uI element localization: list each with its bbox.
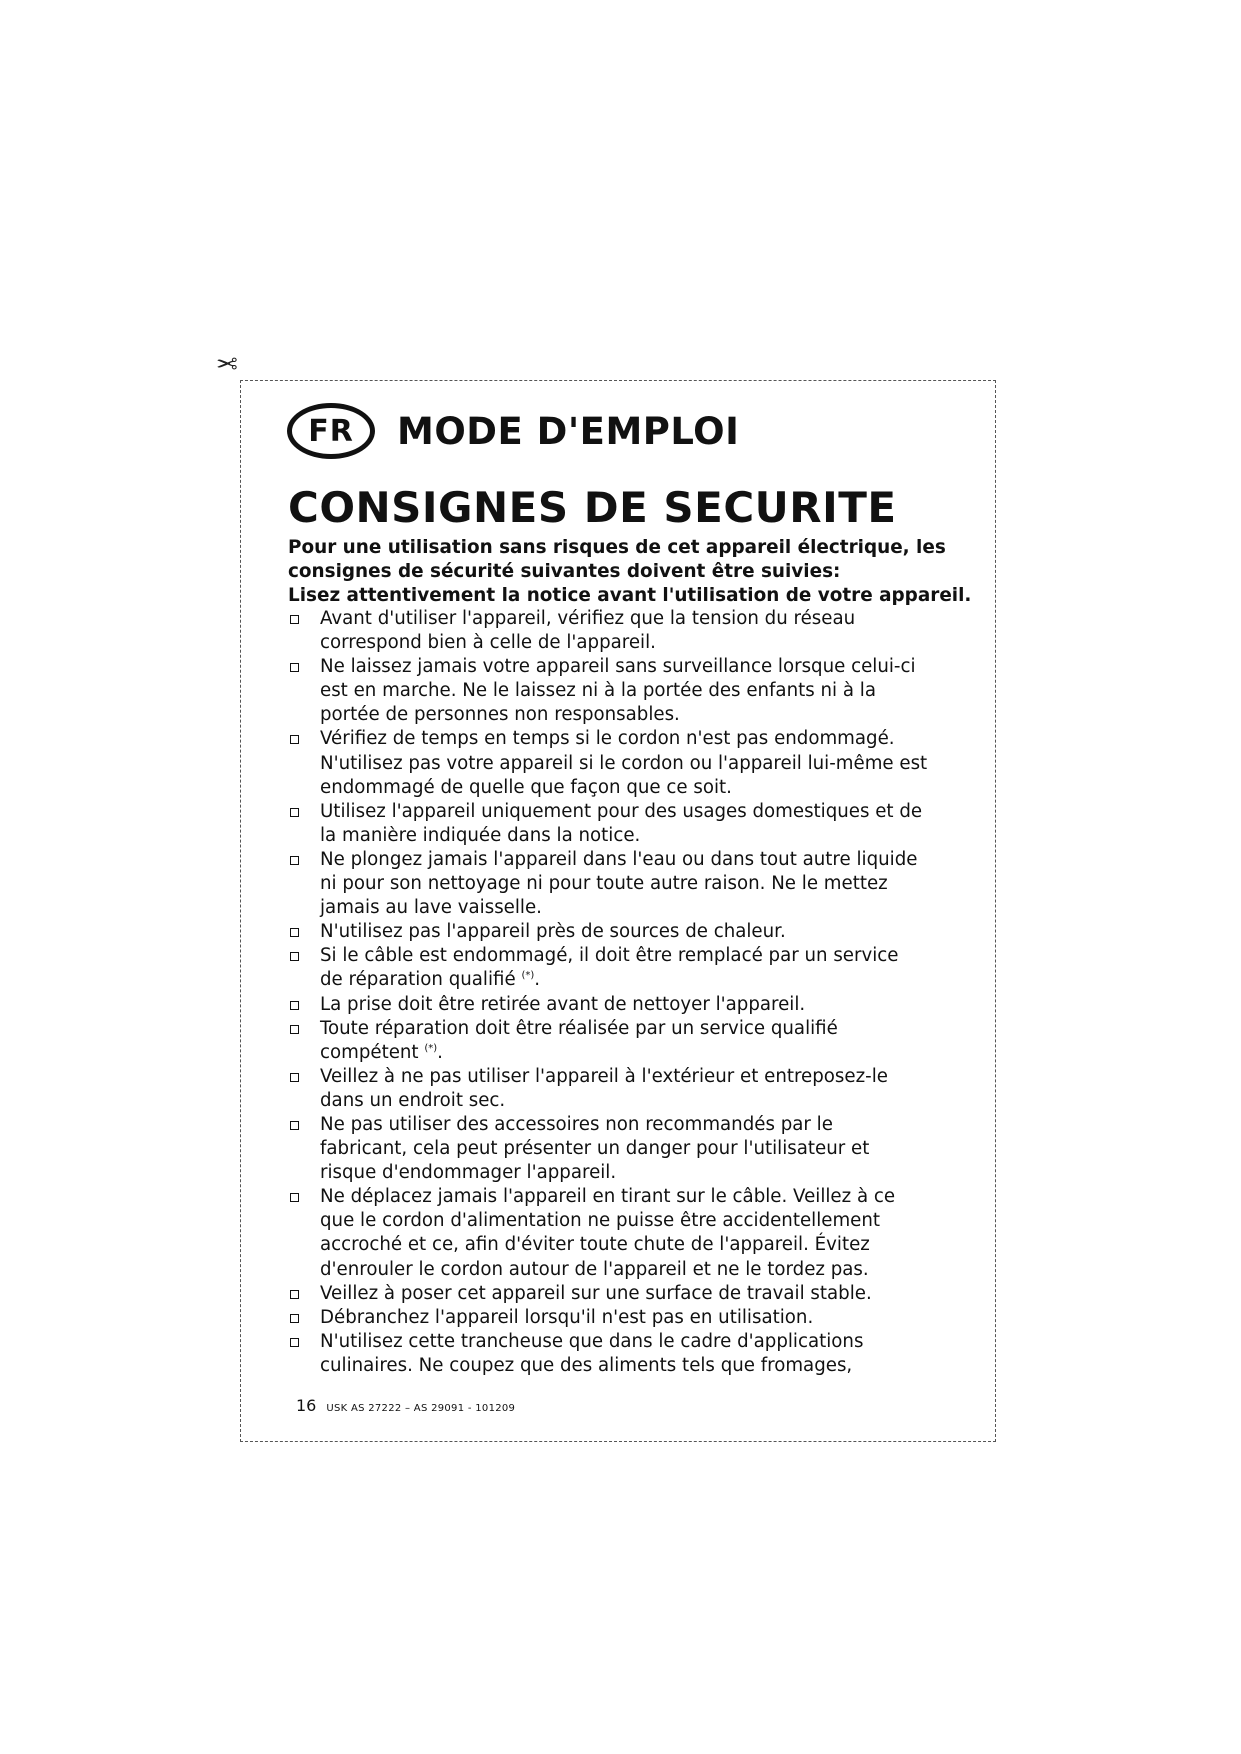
safety-item — [288, 800, 968, 848]
safety-item — [288, 848, 968, 920]
safety-item-line: fabricant, cela peut présenter un danger pour l'utilisateur et — [320, 1138, 870, 1160]
footnote-marker: (*) — [521, 970, 535, 982]
safety-item-line: portée de personnes non responsables. — [320, 704, 680, 726]
safety-item — [288, 607, 968, 655]
safety-item-line: Si le câble est endommagé, il doit être remplacé par un service — [320, 945, 899, 967]
checkbox-bullet-icon — [290, 808, 299, 817]
intro-text — [288, 536, 972, 608]
checkbox-bullet-icon — [290, 1314, 299, 1323]
safety-item-line: est en marche. Ne le laissez ni à la portée des enfants ni à la — [320, 680, 876, 702]
footnote-marker: (*) — [424, 1042, 438, 1054]
safety-item — [288, 1282, 968, 1306]
page-footer — [296, 1396, 515, 1415]
safety-item-line: Vérifiez de temps en temps si le cordon n'est pas endommagé. — [320, 728, 895, 750]
safety-item-line: La prise doit être retirée avant de nettoyer l'appareil. — [320, 993, 806, 1015]
safety-item-line: culinaires. Ne coupez que des aliments tels que fromages, — [320, 1354, 853, 1376]
safety-instructions-list — [288, 607, 968, 1378]
safety-item-line: correspond bien à celle de l'appareil. — [320, 632, 656, 654]
checkbox-bullet-icon — [290, 1073, 299, 1082]
checkbox-bullet-icon — [290, 735, 299, 744]
manual-header — [287, 400, 739, 462]
safety-item — [288, 1330, 968, 1378]
language-badge: FR — [287, 403, 375, 459]
safety-item — [288, 1065, 968, 1113]
safety-item-line: N'utilisez pas l'appareil près de sources de chaleur. — [320, 921, 786, 943]
safety-item-line: Débranchez l'appareil lorsqu'il n'est pas en utilisation. — [320, 1306, 814, 1328]
checkbox-bullet-icon — [290, 952, 299, 961]
safety-item — [288, 1185, 968, 1281]
safety-item — [288, 944, 968, 992]
safety-item-line: N'utilisez cette trancheuse que dans le cadre d'applications — [320, 1330, 864, 1352]
intro-line: Lisez attentivement la notice avant l'utilisation de votre appareil. — [288, 585, 972, 606]
safety-item-line: ni pour son nettoyage ni pour toute autre raison. Ne le mettez — [320, 873, 888, 895]
header-title: MODE D'EMPLOI — [397, 409, 740, 453]
safety-item-line: Avant d'utiliser l'appareil, vérifiez que la tension du réseau — [320, 608, 856, 629]
checkbox-bullet-icon — [290, 1121, 299, 1130]
checkbox-bullet-icon — [290, 1025, 299, 1034]
page-number: 16 — [296, 1396, 317, 1415]
safety-item-line: Ne déplacez jamais l'appareil en tirant sur le câble. Veillez à ce — [320, 1186, 896, 1208]
safety-item — [288, 993, 968, 1017]
safety-item-line: compétent (*). — [320, 1041, 443, 1063]
checkbox-bullet-icon — [290, 856, 299, 865]
safety-item-line: dans un endroit sec. — [320, 1089, 506, 1111]
scissors-icon: ✂ — [216, 350, 238, 380]
safety-item — [288, 727, 968, 799]
safety-item-line: Toute réparation doit être réalisée par un service qualifié — [320, 1017, 838, 1039]
intro-line: consignes de sécurité suivantes doivent être suivies: — [288, 561, 841, 582]
safety-item-line: N'utilisez pas votre appareil si le cordon ou l'appareil lui-même est — [320, 752, 928, 774]
section-title: CONSIGNES DE SECURITE — [288, 483, 897, 532]
safety-item-line: accroché et ce, afin d'éviter toute chute de l'appareil. Évitez — [320, 1234, 870, 1256]
checkbox-bullet-icon — [290, 1338, 299, 1347]
safety-item-line: Utilisez l'appareil uniquement pour des usages domestiques et de — [320, 800, 923, 822]
checkbox-bullet-icon — [290, 615, 299, 624]
safety-item-line: Veillez à ne pas utiliser l'appareil à l'extérieur et entreposez-le — [320, 1065, 888, 1087]
checkbox-bullet-icon — [290, 1001, 299, 1010]
model-reference: USK AS 27222 – AS 29091 - 101209 — [326, 1403, 516, 1414]
safety-item — [288, 1113, 968, 1185]
safety-item-line: Ne laissez jamais votre appareil sans surveillance lorsque celui-ci — [320, 656, 916, 678]
safety-item — [288, 1306, 968, 1330]
safety-item — [288, 920, 968, 944]
safety-item — [288, 655, 968, 727]
intro-line: Pour une utilisation sans risques de cet appareil électrique, les — [288, 537, 946, 558]
checkbox-bullet-icon — [290, 1290, 299, 1299]
safety-item-line: la manière indiquée dans la notice. — [320, 824, 641, 846]
safety-item-line: de réparation qualifié (*). — [320, 969, 541, 991]
safety-item-line: Ne pas utiliser des accessoires non recommandés par le — [320, 1113, 833, 1135]
safety-item-line: jamais au lave vaisselle. — [320, 897, 542, 919]
safety-item-line: Ne plongez jamais l'appareil dans l'eau ou dans tout autre liquide — [320, 848, 918, 870]
safety-item — [288, 1017, 968, 1065]
checkbox-bullet-icon — [290, 663, 299, 672]
safety-item-line: d'enrouler le cordon autour de l'appareil et ne le tordez pas. — [320, 1258, 869, 1280]
safety-item-line: endommagé de quelle que façon que ce soit. — [320, 776, 732, 798]
safety-item-line: Veillez à poser cet appareil sur une surface de travail stable. — [320, 1282, 872, 1304]
checkbox-bullet-icon — [290, 1193, 299, 1202]
safety-item-line: que le cordon d'alimentation ne puisse être accidentellement — [320, 1210, 881, 1232]
checkbox-bullet-icon — [290, 928, 299, 937]
safety-item-line: risque d'endommager l'appareil. — [320, 1162, 617, 1184]
